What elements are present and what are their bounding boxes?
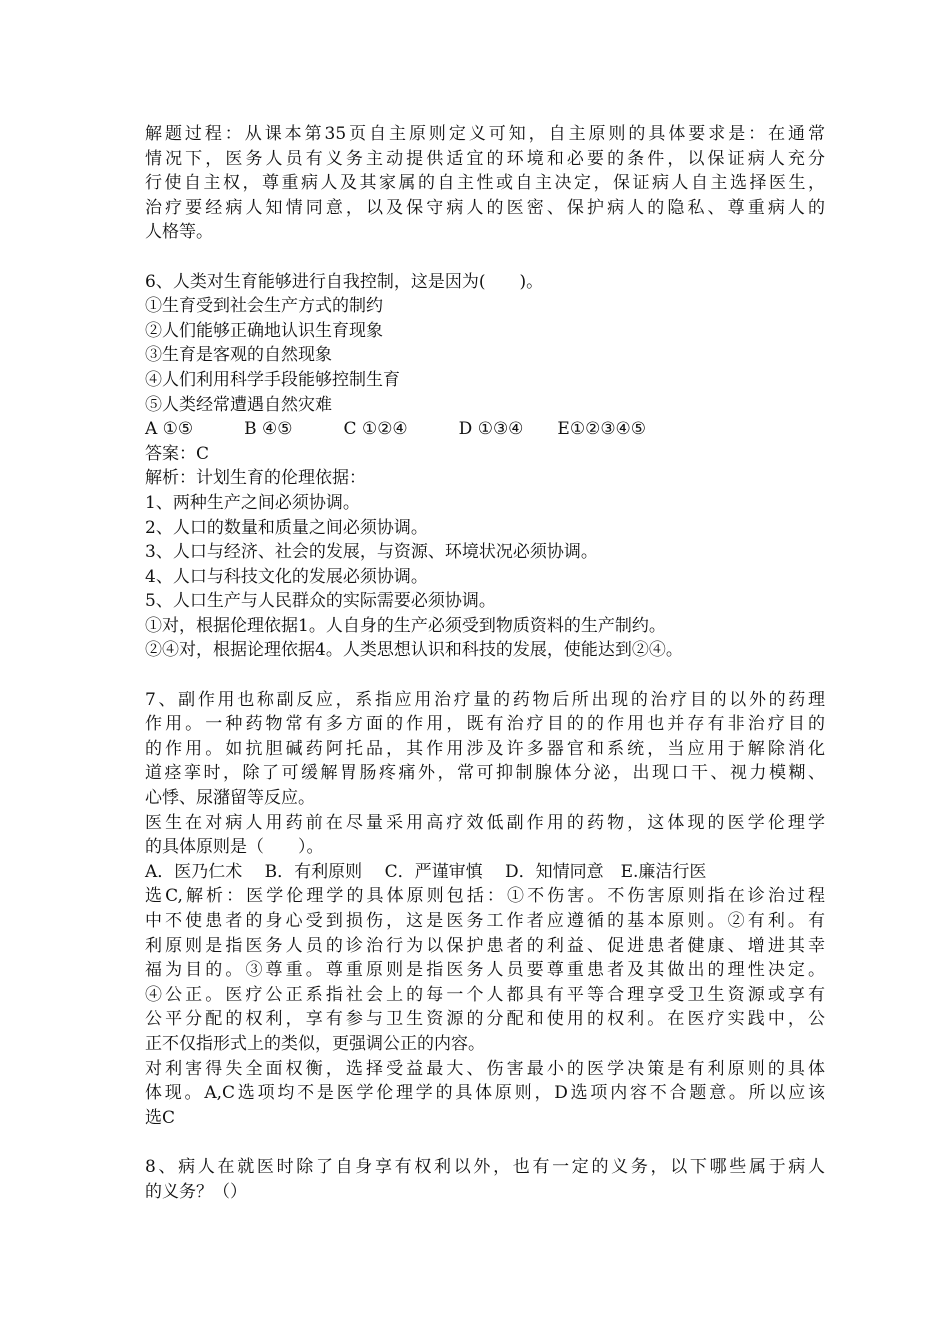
question-text: 8、病人在就医时除了自身享有权利以外，也有一定的义务，以下哪些属于病人	[145, 1156, 825, 1177]
analysis-line: 4、人口与科技文化的发展必须协调。	[145, 566, 428, 587]
question-text: 医生在对病人用药前在尽量采用高疗效低副作用的药物，这体现的医学伦理学	[145, 812, 825, 833]
question-text: 6、人类对生育能够进行自我控制，这是因为( )。	[145, 271, 544, 292]
document-page	[145, 122, 825, 1204]
answer-options: A ①⑤ B ④⑤ C ①②④ D ①③④ E①②③④⑤	[145, 419, 647, 440]
paragraph-line: 治疗要经病人知情同意，以及保守病人的医密、保护病人的隐私、尊重病人的	[145, 197, 825, 218]
analysis-line: 福为目的。③尊重。尊重原则是指医务人员要尊重患者及其做出的理性决定。	[145, 960, 825, 981]
paragraph-line: 解题过程：从课本第35页自主原则定义可知，自主原则的具体要求是：在通常	[145, 124, 825, 144]
question-8	[145, 1155, 825, 1204]
question-7	[145, 688, 825, 1131]
blank-line	[145, 245, 825, 270]
blank-line	[145, 663, 825, 688]
analysis-line: 5、人口生产与人民群众的实际需要必须协调。	[145, 591, 496, 612]
answer-options: A．医乃仁术 B．有利原则 C．严谨审慎 D．知情同意 E.廉洁行医	[145, 861, 707, 882]
analysis-line: ②④对，根据论理依据4。人类思想认识和科技的发展，使能达到②④。	[145, 640, 683, 661]
question-text: 的具体原则是（ ）。	[145, 837, 324, 858]
explanation-q5	[145, 122, 825, 245]
statement-item: ②人们能够正确地认识生育现象	[145, 320, 383, 341]
analysis-line: 解析：计划生育的伦理依据：	[145, 468, 366, 489]
statement-item: ①生育受到社会生产方式的制约	[145, 296, 383, 317]
analysis-line: ④公正。医疗公正系指社会上的每一个人都具有平等合理享受卫生资源或享有	[145, 984, 825, 1005]
intro-line: 7、副作用也称副反应，系指应用治疗量的药物后所出现的治疗目的以外的药理	[145, 689, 825, 710]
paragraph-line: 人格等。	[145, 222, 213, 243]
analysis-line: 1、两种生产之间必须协调。	[145, 492, 360, 513]
question-text: 的义务？（）	[145, 1181, 247, 1202]
statement-item: ④人们利用科学手段能够控制生育	[145, 369, 400, 390]
answer-text: 答案：C	[145, 443, 210, 464]
intro-line: 作用。一种药物常有多方面的作用，既有治疗目的的作用也并存有非治疗目的	[145, 714, 825, 735]
analysis-line: 对利害得失全面权衡，选择受益最大、伤害最小的医学决策是有利原则的具体	[145, 1058, 825, 1079]
analysis-line: 利原则是指医务人员的诊治行为以保护患者的利益、促进患者健康、增进其幸	[145, 935, 825, 956]
analysis-line: 正不仅指形式上的类似，更强调公正的内容。	[145, 1033, 485, 1054]
analysis-line: 选C	[145, 1107, 176, 1128]
analysis-line: 公平分配的权利，享有参与卫生资源的分配和使用的权利。在医疗实践中，公	[145, 1009, 825, 1030]
analysis-line: 体现。A,C选项均不是医学伦理学的具体原则，D选项内容不合题意。所以应该	[145, 1083, 825, 1104]
paragraph-line: 行使自主权，尊重病人及其家属的自主性或自主决定，保证病人自主选择医生，	[145, 173, 825, 194]
paragraph-line: 情况下，医务人员有义务主动提供适宜的环境和必要的条件，以保证病人充分	[145, 148, 825, 169]
analysis-line: 3、人口与经济、社会的发展，与资源、环境状况必须协调。	[145, 542, 598, 563]
statement-item: ③生育是客观的自然现象	[145, 345, 332, 366]
intro-line: 心悸、尿潴留等反应。	[145, 788, 315, 809]
question-6	[145, 270, 825, 664]
analysis-line: 2、人口的数量和质量之间必须协调。	[145, 517, 428, 538]
analysis-line: 选C,解析：医学伦理学的具体原则包括：①不伤害。不伤害原则指在诊治过程	[145, 886, 825, 907]
analysis-line: 中不使患者的身心受到损伤，这是医务工作者应遵循的基本原则。②有利。有	[145, 911, 825, 931]
intro-line: 的作用。如抗胆碱药阿托品，其作用涉及许多器官和系统，当应用于解除消化	[145, 738, 825, 759]
blank-line	[145, 1130, 825, 1155]
intro-line: 道痉挛时，除了可缓解胃肠疼痛外，常可抑制腺体分泌，出现口干、视力模糊、	[145, 763, 825, 784]
analysis-line: ①对，根据伦理依据1。人自身的生产必须受到物质资料的生产制约。	[145, 615, 666, 636]
statement-item: ⑤人类经常遭遇自然灾难	[145, 394, 332, 415]
